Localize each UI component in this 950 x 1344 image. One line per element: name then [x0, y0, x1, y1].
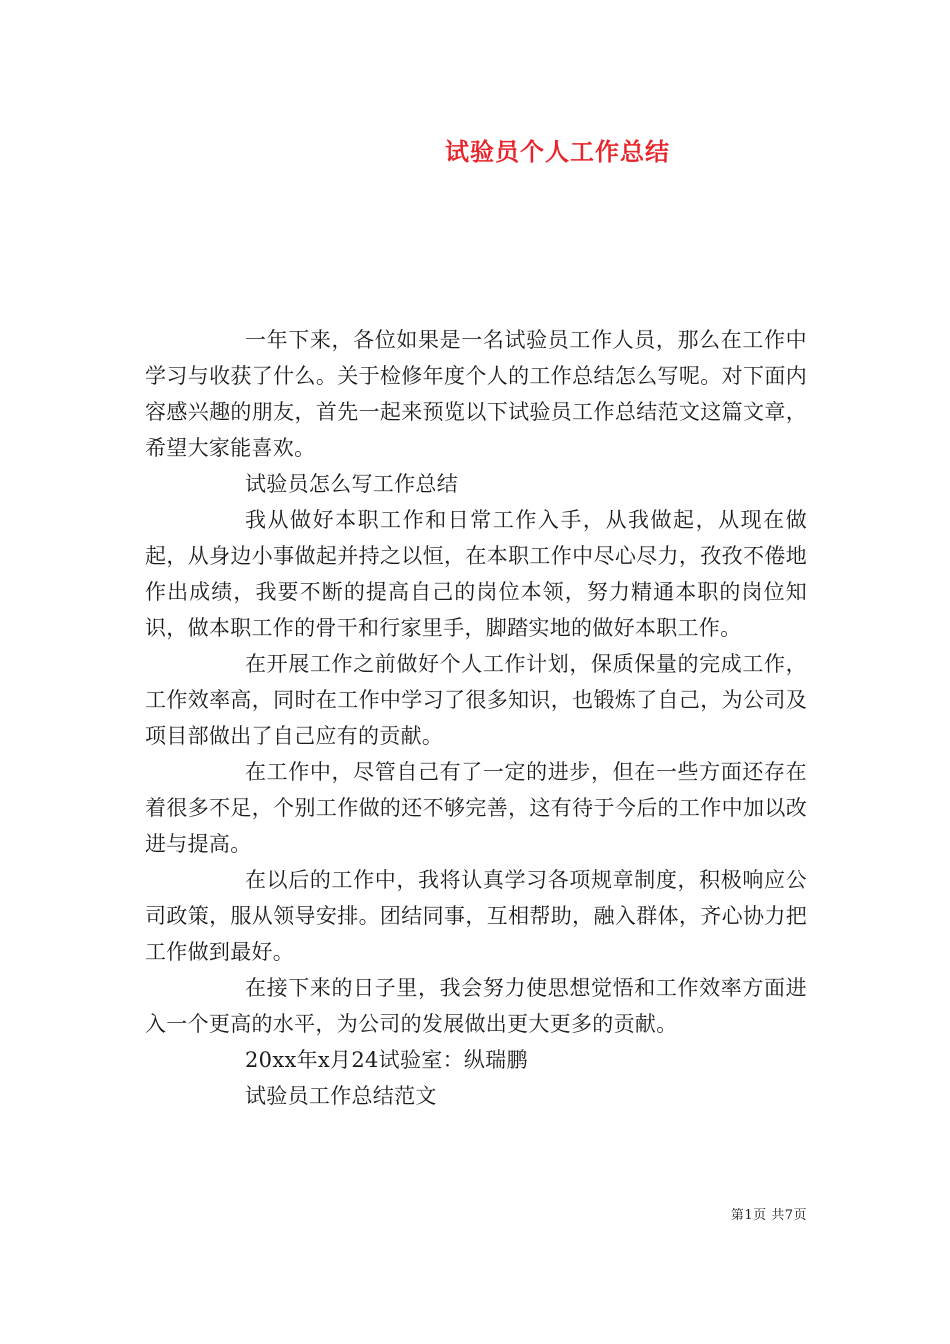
paragraph-work-plan: 在开展工作之前做好个人工作计划，保质保量的完成工作，工作效率高，同时在工作中学习了很多知识，也锻炼了自己，为公司及项目部做出了自己应有的贡献。 — [145, 652, 807, 748]
paragraph-future-work: 在以后的工作中，我将认真学习各项规章制度，积极响应公司政策，服从领导安排。团结同事，互相帮助，融入群体，齐心协力把工作做到最好。 — [145, 868, 807, 964]
paragraph-intro: 一年下来，各位如果是一名试验员工作人员，那么在工作中学习与收获了什么。关于检修年度个人的工作总结怎么写呢。对下面内容感兴趣的朋友，首先一起来预览以下试验员工作总结范文这篇文章，希望大家能喜欢。 — [145, 328, 807, 460]
page-number-footer: 第1页 共7页 — [730, 1208, 807, 1223]
paragraph-shortcomings: 在工作中，尽管自己有了一定的进步，但在一些方面还存在着很多不足，个别工作做的还不够完善，这有待于今后的工作中加以改进与提高。 — [145, 760, 807, 856]
document-title: 试验员个人工作总结 — [445, 137, 670, 166]
paragraph-work-approach: 我从做好本职工作和日常工作入手，从我做起，从现在做起，从身边小事做起并持之以恒，在本职工作中尽心尽力，孜孜不倦地作出成绩，我要不断的提高自己的岗位本领，努力精通本职的岗位知识，做本职工作的骨干和行家里手，脚踏实地的做好本职工作。 — [145, 508, 807, 640]
document-body — [145, 322, 807, 1114]
paragraph-subheading: 试验员怎么写工作总结 — [245, 472, 458, 496]
paragraph-signature: 20xx年x月24试验室：纵瑞鹏 — [245, 1048, 528, 1072]
paragraph-outlook: 在接下来的日子里，我会努力使思想觉悟和工作效率方面进入一个更高的水平，为公司的发展做出更大更多的贡献。 — [145, 976, 807, 1036]
paragraph-next-heading: 试验员工作总结范文 — [245, 1084, 437, 1108]
